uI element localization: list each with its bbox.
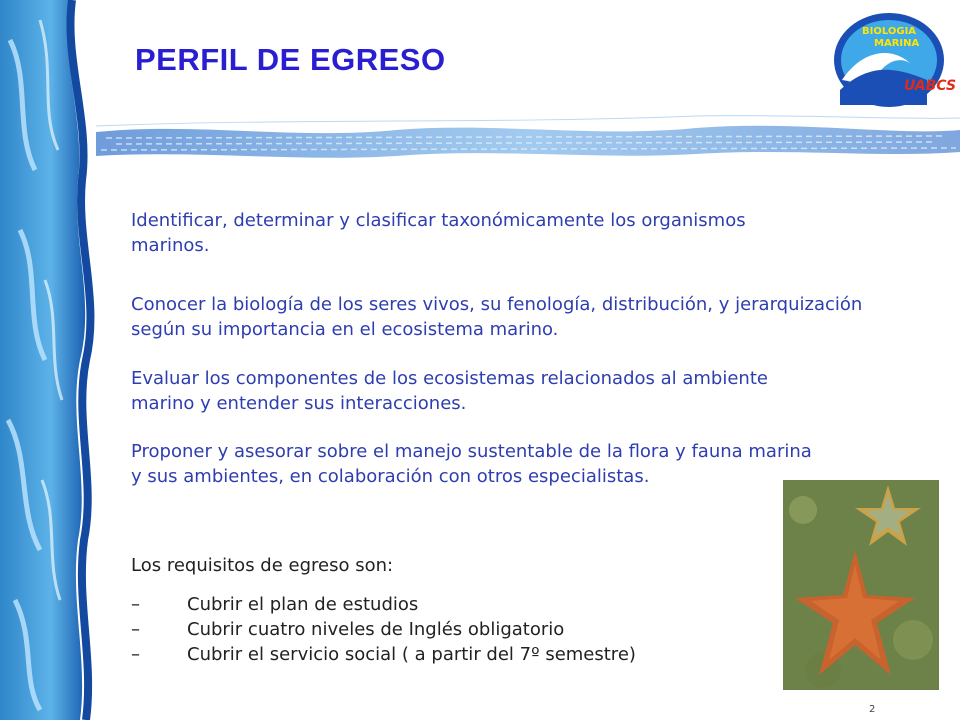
requirements-list — [131, 592, 636, 667]
requirements-title: Los requisitos de egreso son: — [131, 555, 394, 576]
list-item-text: Cubrir cuatro niveles de Inglés obligatorio — [187, 619, 565, 640]
paragraph-3: Evaluar los componentes de los ecosistemas relacionados al ambiente marino y entender sus interacciones. — [131, 368, 768, 414]
left-wave-decoration — [0, 0, 110, 720]
logo-text-1: BIOLOGIA — [862, 26, 917, 37]
list-dash: – — [131, 619, 140, 640]
slide-title: PERFIL DE EGRESO — [135, 42, 446, 77]
paragraph-4: Proponer y asesorar sobre el manejo sustentable de la flora y fauna marina y sus ambientes, en colaboración con otros especialistas. — [131, 441, 812, 487]
brush-stroke-divider — [96, 112, 960, 172]
list-item — [131, 642, 636, 667]
list-item — [131, 592, 636, 617]
paragraph-1: Identificar, determinar y clasificar taxonómicamente los organismos marinos. — [131, 210, 746, 256]
list-dash: – — [131, 644, 140, 665]
list-item-text: Cubrir el plan de estudios — [187, 594, 419, 615]
logo-text-3: UABCS — [904, 78, 957, 94]
list-item-text: Cubrir el servicio social ( a partir del 7º semestre) — [187, 644, 636, 665]
list-dash: – — [131, 594, 140, 615]
paragraph-2: Conocer la biología de los seres vivos, su fenología, distribución, y jerarquización según su importancia en el ecosistema marino. — [131, 294, 863, 340]
page-number: 2 — [869, 704, 876, 715]
starfish-photo — [783, 480, 939, 690]
logo-text-2: MARINA — [874, 38, 920, 49]
list-item — [131, 617, 636, 642]
wave-logo-icon — [832, 10, 957, 110]
